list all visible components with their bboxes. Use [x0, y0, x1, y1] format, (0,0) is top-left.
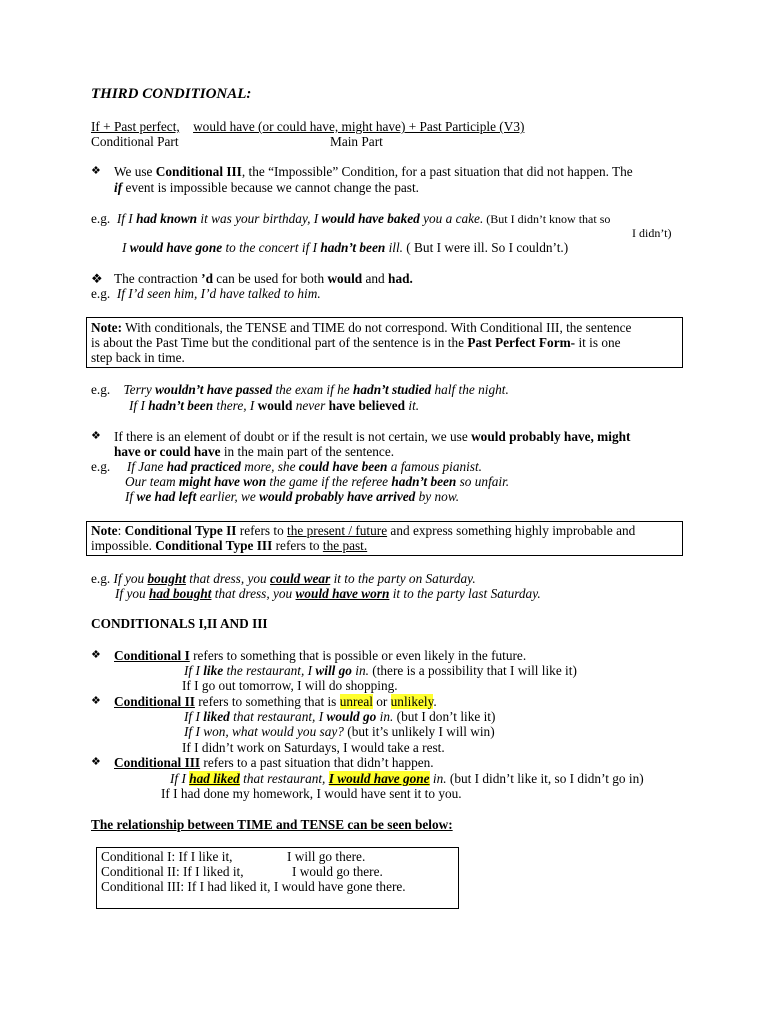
section-heading-time-tense: The relationship between TIME and TENSE can be seen below: [91, 817, 453, 832]
note-line-3: step back in time. [91, 350, 185, 365]
conditional-1-example-1: If I like the restaurant, I will go in. (there is a possibility that I will like it) [184, 663, 577, 678]
section-heading-conditionals: CONDITIONALS I,II AND III [91, 616, 268, 631]
conditional-2-example-1: If I liked that restaurant, I would go in. (but I don’t like it) [184, 709, 496, 724]
example-left: If we had left earlier, we would probably have arrived by now. [125, 489, 460, 504]
page-title: THIRD CONDITIONAL: [91, 86, 252, 102]
conditional-3-example-1: If I had liked that restaurant, I would have gone in. (but I didn’t like it, so I didn’t go in) [170, 771, 644, 786]
bullet-icon: ❖ [91, 165, 101, 177]
note2-line-1: Note: Conditional Type II refers to the present / future and express something highly improbable and [91, 523, 636, 538]
conditional-1-definition: Conditional I refers to something that is possible or even likely in the future. [114, 648, 527, 663]
table-row-conditional-1-result: I will go there. [287, 849, 366, 864]
bullet-icon: ❖ [91, 271, 103, 286]
table-row-conditional-1: Conditional I: If I like it, [101, 849, 233, 864]
note-line-2: is about the Past Time but the conditional part of the sentence is in the Past Perfect Form- it is one [91, 335, 621, 350]
conditional-3-definition: Conditional III refers to a past situation that didn’t happen. [114, 755, 434, 770]
bullet-icon: ❖ [91, 430, 101, 442]
example-jane: e.g. If Jane had practiced more, she could have been a famous pianist. [91, 459, 483, 474]
example-terry: e.g. Terry wouldn’t have passed the exam if he hadn’t studied half the night. [91, 382, 509, 397]
example-birthday-cont: I didn’t) [632, 226, 672, 240]
note2-line-2: impossible. Conditional Type III refers to the past. [91, 538, 368, 553]
paragraph-doubt: If there is an element of doubt or if the result is not certain, we use would probably have, might [114, 429, 631, 444]
formula-main: would have (or could have, might have) + Past Participle (V3) [193, 119, 525, 134]
conditional-2-definition: Conditional II refers to something that is unreal or unlikely. [114, 694, 437, 709]
paragraph-doubt-cont: have or could have in the main part of the sentence. [114, 444, 395, 459]
formula-conditional-label: Conditional Part [91, 134, 179, 149]
bullet-icon: ❖ [91, 649, 101, 661]
paragraph-conditional-3: We use Conditional III, the “Impossible” Condition, for a past situation that did not happen. The [114, 164, 633, 179]
formula-conditional: If + Past perfect, [91, 119, 180, 134]
formula-main-label: Main Part [330, 134, 383, 149]
bullet-icon: ❖ [91, 695, 101, 707]
example-dress: e.g. If you bought that dress, you could wear it to the party on Saturday. [91, 571, 476, 586]
example-birthday: e.g. If I had known it was your birthday, I would have baked you a cake. (But I didn’t know that so [91, 211, 611, 226]
note-line-1: Note: With conditionals, the TENSE and TIME do not correspond. With Conditional III, the sentence [91, 320, 632, 335]
conditional-2-example-3: If I didn’t work on Saturdays, I would take a rest. [182, 740, 445, 755]
table-row-conditional-3: Conditional III: If I had liked it, I would have gone there. [101, 879, 406, 894]
example-concert: I would have gone to the concert if I hadn’t been ill. ( But I were ill. So I couldn’t.) [122, 240, 569, 255]
bullet-icon: ❖ [91, 756, 101, 768]
example-believed: If I hadn’t been there, I would never have believed it. [129, 398, 420, 413]
example-contraction: e.g. If I’d seen him, I’d have talked to him. [91, 286, 321, 301]
example-dress-past: If you had bought that dress, you would have worn it to the party last Saturday. [115, 586, 541, 601]
paragraph-conditional-3-cont: if event is impossible because we cannot change the past. [114, 180, 419, 195]
table-row-conditional-2: Conditional II: If I liked it, [101, 864, 244, 879]
table-row-conditional-2-result: I would go there. [292, 864, 383, 879]
paragraph-contraction: The contraction ’d can be used for both would and had. [114, 271, 413, 286]
formula-line [91, 119, 524, 134]
example-team: Our team might have won the game if the referee hadn’t been so unfair. [125, 474, 510, 489]
conditional-3-example-2: If I had done my homework, I would have sent it to you. [161, 786, 462, 801]
conditional-1-example-2: If I go out tomorrow, I will do shopping. [182, 678, 398, 693]
conditional-2-example-2: If I won, what would you say? (but it’s unlikely I will win) [184, 724, 495, 739]
